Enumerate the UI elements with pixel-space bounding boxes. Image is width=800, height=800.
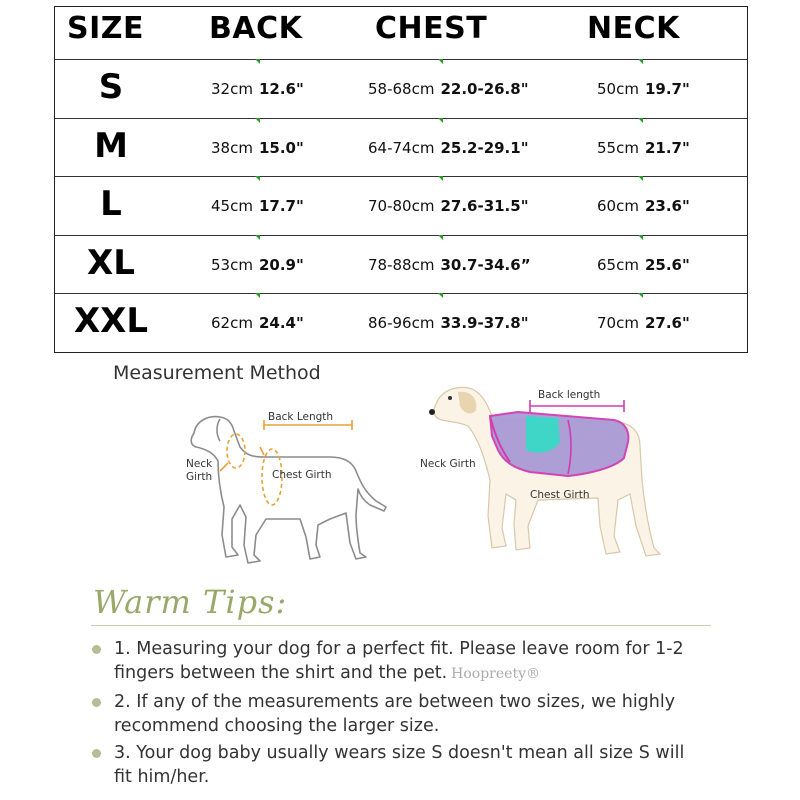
left-back-length-label: Back Length (268, 411, 334, 423)
neck-inch: 19.7" (644, 80, 690, 99)
size-label: S (98, 67, 124, 108)
dog-outline-icon (180, 395, 395, 570)
left-girth-label: Girth (186, 471, 213, 483)
back-cm: 38cm (211, 138, 253, 157)
right-neck-girth-label: Neck Girth (420, 458, 476, 470)
tick-mark (255, 235, 260, 240)
tick-mark (638, 118, 643, 123)
chest-inch: 30.7-34.6” (440, 255, 531, 274)
bullet-dot-icon (92, 645, 101, 654)
tick-mark (638, 293, 643, 298)
tip-item-3 (92, 741, 742, 791)
back-measure (211, 256, 304, 274)
neck-cm: 70cm (597, 314, 639, 333)
table-header-row (55, 7, 747, 60)
back-cm: 32cm (211, 80, 253, 99)
back-cm: 53cm (211, 255, 253, 274)
neck-cm: 55cm (597, 138, 639, 157)
back-inch: 24.4" (258, 314, 304, 333)
left-neck-label: Neck (186, 458, 213, 470)
warm-tips-title: Warm Tips: (93, 583, 288, 621)
back-inch: 17.7" (258, 197, 304, 216)
right-back-length-label: Back length (538, 389, 601, 401)
size-label: XL (87, 242, 135, 283)
tick-mark (638, 235, 643, 240)
size-label: XXL (73, 301, 149, 342)
tick-mark (638, 59, 643, 64)
neck-measure (597, 314, 690, 332)
measurement-method-title: Measurement Method (113, 362, 321, 384)
chest-measure (368, 314, 529, 332)
tick-mark (255, 118, 260, 123)
tick-mark (438, 235, 443, 240)
left-chest-girth-label: Chest Girth (272, 469, 332, 481)
back-measure (211, 314, 304, 332)
size-label: M (94, 125, 128, 166)
neck-inch: 23.6" (644, 197, 690, 216)
neck-measure (597, 139, 690, 157)
tip-item-1 (92, 637, 742, 687)
table-row (55, 177, 747, 236)
header-chest: CHEST (375, 11, 488, 46)
neck-cm: 60cm (597, 197, 639, 216)
bullet-dot-icon (92, 698, 101, 707)
tick-mark (438, 59, 443, 64)
dog-wearing-coat-icon (418, 376, 670, 566)
tip-2-line-1: 2. If any of the measurements are between two sizes, we highly (114, 692, 676, 712)
tick-mark (438, 118, 443, 123)
tip-2-line-2: recommend choosing the larger size. (114, 716, 440, 736)
header-neck: NECK (587, 11, 680, 46)
back-inch: 15.0" (258, 138, 304, 157)
back-cm: 45cm (211, 197, 253, 216)
back-measure (211, 80, 304, 98)
size-chart-table (54, 6, 748, 353)
header-size: SIZE (67, 11, 145, 46)
chest-cm: 70-80cm (368, 197, 435, 216)
size-label: L (100, 184, 122, 225)
chest-inch: 27.6-31.5" (440, 197, 529, 216)
table-row (55, 294, 747, 353)
tick-mark (255, 293, 260, 298)
chest-inch: 22.0-26.8" (440, 80, 529, 99)
chest-measure (368, 80, 529, 98)
chest-cm: 58-68cm (368, 80, 435, 99)
chest-cm: 86-96cm (368, 314, 435, 333)
back-inch: 12.6" (258, 80, 304, 99)
tick-mark (255, 59, 260, 64)
chest-inch: 25.2-29.1" (440, 138, 529, 157)
tip-3-line-1: 3. Your dog baby usually wears size S doesn't mean all size S will (114, 743, 685, 763)
back-cm: 62cm (211, 314, 253, 333)
chest-measure (368, 256, 531, 274)
neck-measure (597, 256, 690, 274)
back-measure (211, 139, 304, 157)
tick-mark (438, 293, 443, 298)
neck-measure (597, 80, 690, 98)
right-chest-girth-label: Chest Girth (530, 489, 590, 501)
bullet-dot-icon (92, 749, 101, 758)
tip-3-line-2: fit him/her. (114, 767, 210, 787)
header-back: BACK (209, 11, 303, 46)
neck-cm: 65cm (597, 255, 639, 274)
chest-measure (368, 197, 529, 215)
tips-divider (91, 625, 711, 626)
neck-inch: 21.7" (644, 138, 690, 157)
table-row (55, 236, 747, 295)
tip-item-2 (92, 690, 742, 740)
chest-measure (368, 139, 529, 157)
tick-mark (438, 176, 443, 181)
tip-1-line-1: 1. Measuring your dog for a perfect fit. Please leave room for 1-2 (114, 639, 684, 659)
back-inch: 20.9" (258, 255, 304, 274)
tick-mark (638, 176, 643, 181)
tick-mark (255, 176, 260, 181)
tip-1-line-2: fingers between the shirt and the pet. (114, 663, 448, 683)
neck-measure (597, 197, 690, 215)
neck-cm: 50cm (597, 80, 639, 99)
chest-cm: 78-88cm (368, 255, 435, 274)
neck-inch: 27.6" (644, 314, 690, 333)
neck-inch: 25.6" (644, 255, 690, 274)
table-row (55, 60, 747, 119)
table-row (55, 119, 747, 178)
chest-cm: 64-74cm (368, 138, 435, 157)
chest-inch: 33.9-37.8" (440, 314, 529, 333)
back-measure (211, 197, 304, 215)
brand-watermark: Hoopreety® (451, 666, 540, 682)
